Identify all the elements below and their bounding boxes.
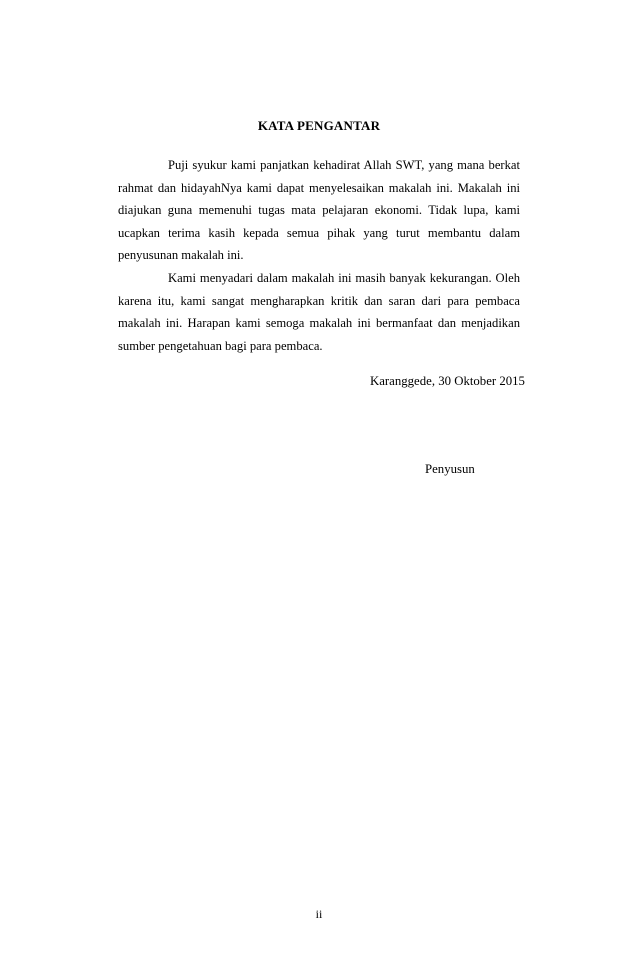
author-signature: Penyusun <box>425 462 475 476</box>
paragraph-2: Kami menyadari dalam makalah ini masih banyak kekurangan. Oleh karena itu, kami sangat mengharapkan kritik dan saran dari para pembaca makalah ini. Harapan kami semoga makalah ini bermanfaat dan menjadikan sumber pengetahuan bagi para pembaca. <box>118 270 520 353</box>
place-date: Karanggede, 30 Oktober 2015 <box>370 374 525 388</box>
body-text <box>118 154 520 357</box>
paragraph-1: Puji syukur kami panjatkan kehadirat Allah SWT, yang mana berkat rahmat dan hidayahNya kami dapat menyelesaikan makalah ini. Makalah ini diajukan guna memenuhi tugas mata pelajaran ekonomi. Tidak lupa, kami ucapkan terima kasih kepada semua pihak yang turut membantu dalam penyusunan makalah ini. <box>118 158 520 263</box>
page-number: ii <box>315 907 323 921</box>
page-title: KATA PENGANTAR <box>257 118 381 133</box>
